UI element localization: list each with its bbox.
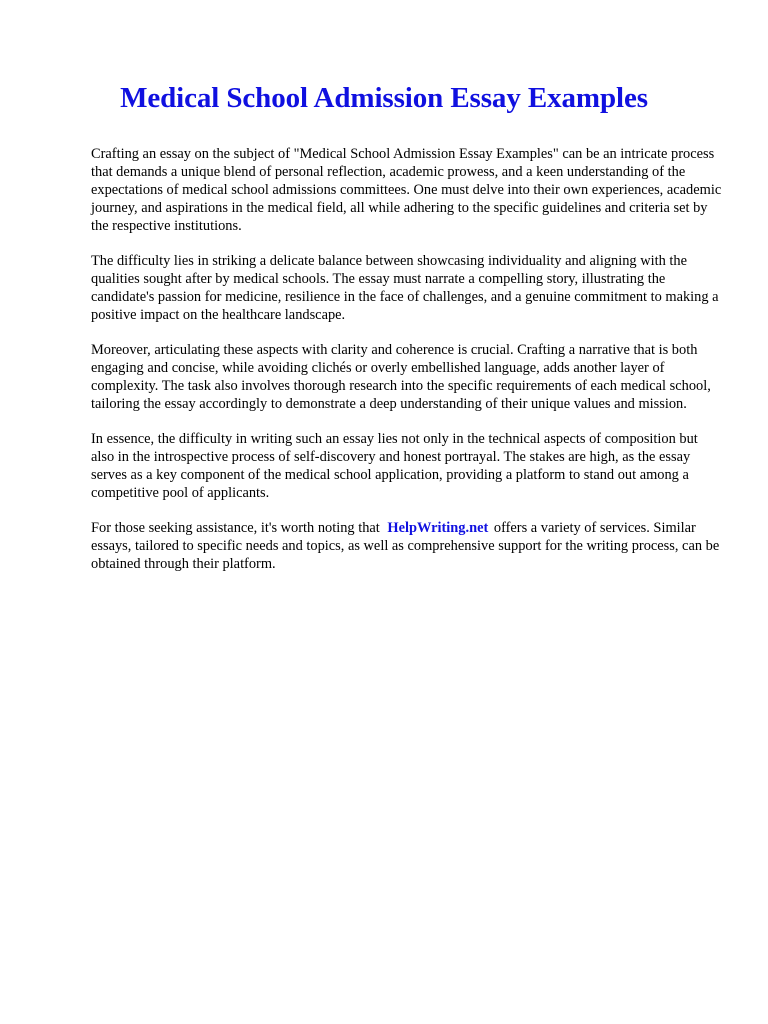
assistance-text-after: offers a variety of services. Similar essays, tailored to specific needs and topics, as well as comprehensive support for the writing process, can be obtained through their platform. bbox=[91, 520, 720, 572]
assistance-text-before: For those seeking assistance, it's worth noting that bbox=[91, 520, 380, 536]
paragraph-articulation: Moreover, articulating these aspects with clarity and coherence is crucial. Crafting a narrative that is both engaging and concise, while avoiding clichés or overly embellished language, adds another layer of complexity. The task also involves thorough research into the specific requirements of each medical school, tailoring the essay accordingly to demonstrate a deep understanding of their unique values and mission. bbox=[91, 342, 711, 412]
essay-body bbox=[91, 145, 723, 590]
paragraph-difficulty: The difficulty lies in striking a delicate balance between showcasing individuality and aligning with the qualities sought after by medical schools. The essay must narrate a compelling story, illustrating the candidate's passion for medicine, resilience in the face of challenges, and a genuine commitment to making a positive impact on the healthcare landscape. bbox=[91, 253, 719, 323]
paragraph-intro: Crafting an essay on the subject of "Medical School Admission Essay Examples" can be an intricate process that demands a unique blend of personal reflection, academic prowess, and a keen understanding of the expectations of medical school admissions committees. One must delve into their own experiences, academic journey, and aspirations in the medical field, all while adhering to the specific guidelines and criteria set by the respective institutions. bbox=[91, 146, 722, 234]
page-title: Medical School Admission Essay Examples bbox=[120, 82, 648, 114]
paragraph-assistance bbox=[91, 519, 723, 573]
helpwriting-link[interactable]: HelpWriting.net bbox=[387, 520, 489, 536]
paragraph-essence: In essence, the difficulty in writing such an essay lies not only in the technical aspects of composition but also in the introspective process of self-discovery and honest portrayal. The stakes are high, as the essay serves as a key component of the medical school application, providing a platform to stand out among a competitive pool of applicants. bbox=[91, 431, 698, 501]
